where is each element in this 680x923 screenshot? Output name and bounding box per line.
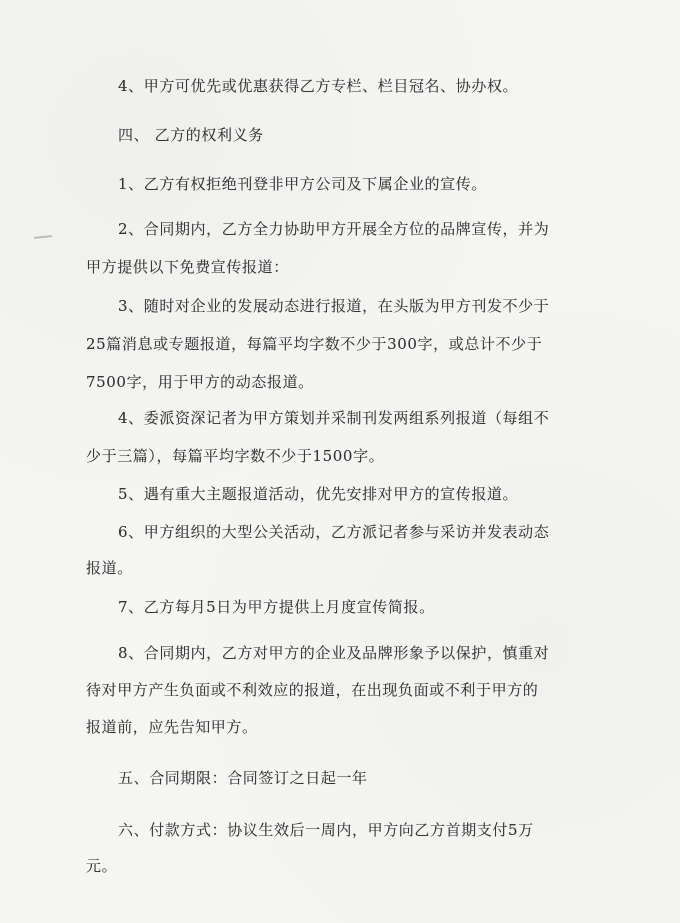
clause-8-line-2: 待对甲方产生负面或不利效应的报道，在出现负面或不利于甲方的	[86, 681, 539, 699]
section-6-payment-line-2: 元。	[86, 857, 118, 875]
clause-8-line-1: 8、合同期内，乙方对甲方的企业及品牌形象予以保护，慎重对	[118, 644, 550, 662]
section-6-payment-line-1: 六、付款方式：协议生效后一周内，甲方向乙方首期支付5万	[118, 821, 534, 839]
clause-8-line-3: 报道前，应先告知甲方。	[86, 718, 258, 736]
clause-5: 5、遇有重大主题报道活动，优先安排对甲方的宣传报道。	[118, 485, 519, 503]
clause-3-line-3: 7500字，用于甲方的动态报道。	[86, 373, 314, 391]
clause-1-refuse-publication: 1、乙方有权拒绝刊登非甲方公司及下属企业的宣传。	[118, 175, 487, 193]
clause-6-line-2: 报道。	[86, 559, 133, 577]
clause-3-line-2: 25篇消息或专题报道，每篇平均字数不少于300字，或总计不少于	[86, 335, 543, 353]
clause-3-line-1: 3、随时对企业的发展动态进行报道，在头版为甲方刊发不少于	[118, 297, 550, 315]
clause-2-line-1: 2、合同期内，乙方全力协助甲方开展全方位的品牌宣传，并为	[118, 220, 550, 238]
scan-mark	[34, 235, 52, 239]
clause-4-priority-rights: 4、甲方可优先或优惠获得乙方专栏、栏目冠名、协办权。	[118, 77, 519, 95]
clause-4-line-1: 4、委派资深记者为甲方策划并采制刊发两组系列报道（每组不	[118, 409, 550, 427]
clause-6-line-1: 6、甲方组织的大型公关活动，乙方派记者参与采访并发表动态	[118, 523, 550, 541]
section-5-term: 五、合同期限：合同签订之日起一年	[118, 769, 368, 787]
clause-4-line-2: 少于三篇），每篇平均字数不少于1500字。	[86, 447, 385, 465]
clause-2-line-2: 甲方提供以下免费宣传报道：	[86, 258, 289, 276]
section-4-heading: 四、 乙方的权利义务	[118, 126, 264, 144]
clause-7: 7、乙方每月5日为甲方提供上月度宣传简报。	[118, 598, 435, 616]
